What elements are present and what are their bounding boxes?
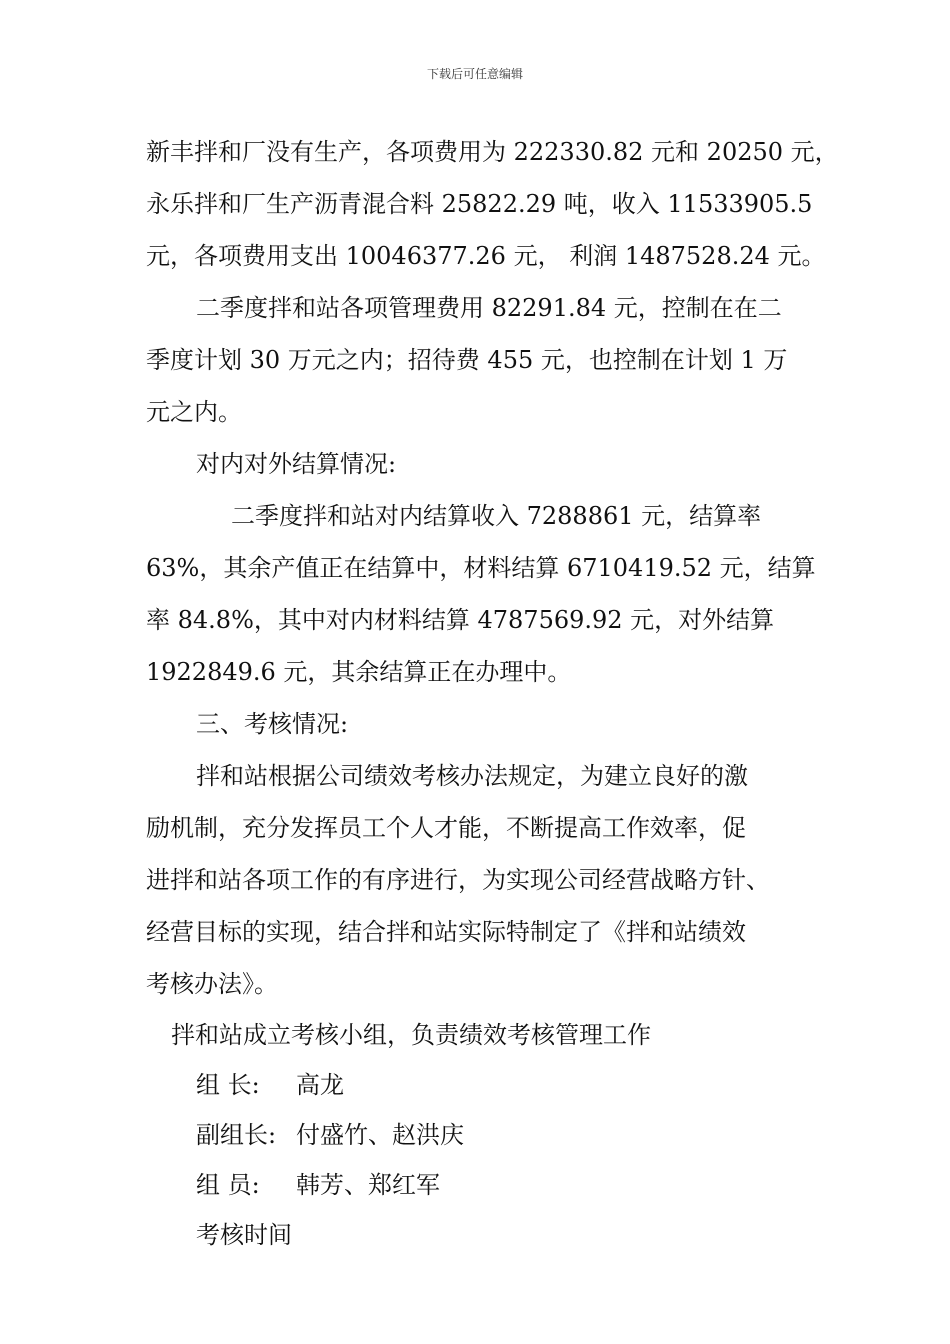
role-deputy-leader (146, 1110, 814, 1160)
settlement-heading: 对内对外结算情况: (196, 450, 397, 478)
role-label: 组 长: (196, 1071, 260, 1099)
page-header-note: 下载后可任意编辑 (426, 67, 523, 81)
paragraph-settlement (146, 490, 814, 698)
text-line: 二季度拌和站各项管理费用 82291.84 元，控制在在二 (196, 294, 782, 322)
assessment-time: 考核时间 (196, 1221, 292, 1249)
paragraph-assessment-method (146, 750, 814, 1010)
text-line: 1922849.6 元，其余结算正在办理中。 (146, 658, 572, 686)
text-line: 新丰拌和厂没有生产，各项费用为 222330.82 元和 20250 元， (146, 138, 839, 166)
assessment-heading: 三、考核情况: (196, 710, 349, 738)
role-label: 组 员: (196, 1171, 260, 1199)
paragraph-management-fees (146, 282, 814, 438)
role-value: 付盛竹、赵洪庆 (296, 1121, 464, 1149)
text-line: 励机制，充分发挥员工个人才能，不断提高工作效率，促 (146, 814, 746, 842)
text-line: 进拌和站各项工作的有序进行，为实现公司经营战略方针、 (146, 866, 770, 894)
text-line: 拌和站根据公司绩效考核办法规定，为建立良好的激 (196, 762, 748, 790)
role-value: 高龙 (296, 1071, 344, 1099)
role-value: 韩芳、郑红军 (296, 1171, 440, 1199)
role-label: 副组长: (196, 1121, 277, 1149)
text-line: 永乐拌和厂生产沥青混合料 25822.29 吨，收入 11533905.5 (146, 190, 813, 218)
text-line: 元之内。 (146, 398, 242, 426)
text-line: 季度计划 30 万元之内；招待费 455 元，也控制在计划 1 万 (146, 346, 788, 374)
text-line: 率 84.8%，其中对内材料结算 4787569.92 元，对外结算 (146, 606, 775, 634)
role-members (146, 1160, 814, 1210)
text-line: 经营目标的实现，结合拌和站实际特制定了《拌和站绩效 (146, 918, 746, 946)
document-body (146, 126, 839, 1260)
text-line: 考核办法》。 (146, 970, 278, 998)
paragraph-production-costs (146, 126, 839, 282)
text-line: 63%，其余产值正在结算中，材料结算 6710419.52 元，结算 (146, 554, 816, 582)
role-leader (146, 1060, 814, 1110)
text-line: 元，各项费用支出 10046377.26 元， 利润 1487528.24 元。 (146, 242, 826, 270)
group-intro: 拌和站成立考核小组，负责绩效考核管理工作 (171, 1021, 651, 1049)
text-line: 二季度拌和站对内结算收入 7288861 元，结算率 (231, 502, 762, 530)
